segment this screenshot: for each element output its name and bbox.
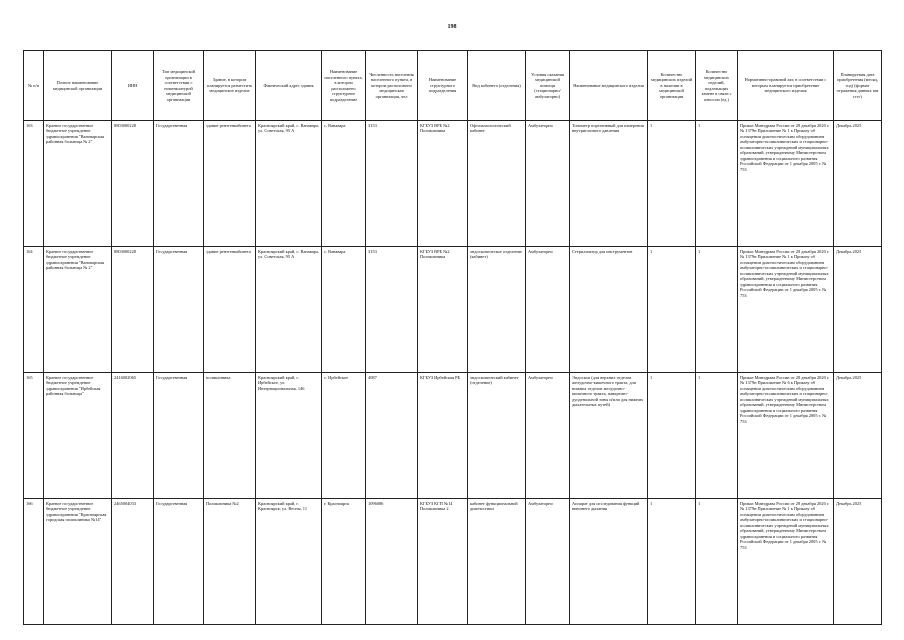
planned-date: Декабрь 2025 [834,121,882,247]
quantity-available: 1 [648,121,696,247]
regulatory-act: Приказ Минздрава России от 28 декабря 2020 г. № 1379н Приложение № 1 к Приказу об оснащении диагностическим оборудованием амбулаторно-поликлинических и стационарно-поликлинических учреждений муниципальных образований, утвержденному Министерством здравоохранения и социального развития Российской Федерации от 1 декабря 2005 г. № 753 [738,121,834,247]
planned-date: Декабрь 2025 [834,373,882,499]
address: Красноярский край, г. Красноярск, ул. Весны, 11 [256,499,322,625]
row-number: 165 [24,373,44,499]
quantity-replace: 1 [696,499,738,625]
table-row [24,373,882,499]
planned-date: Декабрь 2025 [834,247,882,373]
inn: 2465004033 [112,499,154,625]
column-header: Условия оказания медицинской помощи (стационарно/ амбулаторно) [526,51,570,121]
inn: 8803000228 [112,121,154,247]
organization-name: Краевое государственное бюджетное учреждение здравоохранения "Вановарская районная больница № 2" [44,247,112,373]
quantity-available: 1 [648,499,696,625]
table-row [24,121,882,247]
address: Красноярский край, с. Ванавара, ул. Советская, 95 А [256,121,322,247]
locality: г. Красноярск [322,499,366,625]
population: 3153 [366,121,418,247]
building: здание рентгенкабинета [204,247,256,373]
column-header: Наименование медицинского изделия [570,51,648,121]
planned-date: Декабрь 2025 [834,499,882,625]
page-number: 198 [447,24,457,30]
organization-type: Государственная [154,373,204,499]
column-header: Планируемая дата приобретения (месяц, год) (формат отражения данных мм гггг) [834,51,882,121]
table-row [24,499,882,625]
device-name: Стерилизатор для инструментов [570,247,648,373]
address: Красноярский край, с. Ванавара, ул. Советская, 95 А [256,247,322,373]
table-row [24,247,882,373]
organization-name: Краевое государственное бюджетное учреждение здравоохранения "Вановарская районная больница № 2" [44,121,112,247]
column-header: Вид кабинета (отделения) [468,51,526,121]
row-number: 166 [24,499,44,625]
address: Красноярский край, с. Ирбейское, ул. Интернациональная, 146 [256,373,322,499]
structural-unit: КГБУЗ Ирбейская РБ [418,373,468,499]
cabinet-type: эндоскопическое отделение (кабинет) [468,247,526,373]
organization-type: Государственная [154,121,204,247]
table-header-row [24,51,882,121]
column-header: Численность населения населенного пункта, в котором расположено медицинская организация, чел [366,51,418,121]
column-header: Тип медицинской организации в соответствии с номенклатурой медицинской организации [154,51,204,121]
row-number: 164 [24,247,44,373]
structural-unit: КГБУЗ КГП №14 Поликлиника 2 [418,499,468,625]
inn: 2416002065 [112,373,154,499]
regulatory-act: Приказ Минздрава России от 28 декабря 2020 г. № 1379н Приложение № 1 к Приказу об оснащении диагностическим оборудованием амбулаторно-поликлинических и стационарно-поликлинических учреждений муниципальных образований, утвержденному Министерством здравоохранения и социального развития Российской Федерации от 1 декабря 2005 г. № 753 [738,499,834,625]
column-header: Количество медицинских изделий, подлежащих замене в связи с износом (ед.) [696,51,738,121]
cabinet-type: Офтальмологический кабинет [468,121,526,247]
quantity-available: 1 [648,247,696,373]
device-name: Эндоскоп (для верхних отделов желудочно-кишечного тракта, для нижних отделов желудочно-кишечного тракта, панкреато-дуоденальной зоны и/или для нижних дыхательных путей) [570,373,648,499]
care-conditions: Амбулаторно [526,121,570,247]
population: 3153 [366,247,418,373]
building: поликлиника [204,373,256,499]
organization-name: Краевое государственное бюджетное учреждение здравоохранения "Красноярская городская поликлиника №14" [44,499,112,625]
regulatory-act: Приказ Минздрава России от 28 декабря 2020 г. № 1379н Приложение № 1 к Приказу об оснащении диагностическим оборудованием амбулаторно-поликлинических и стационарно-поликлинических учреждений муниципальных образований, утвержденному Министерством здравоохранения и социального развития Российской Федерации от 1 декабря 2005 г. № 753 [738,247,834,373]
equipment-register-table [23,50,882,625]
building: Поликлиника №2 [204,499,256,625]
device-name: Тонометр портативный для измерения внутриглазного давления [570,121,648,247]
column-header: Фактический адрес здания [256,51,322,121]
quantity-replace: 1 [696,121,738,247]
locality: с. Ванавара [322,247,366,373]
building: здание рентгенкабинета [204,121,256,247]
column-header: Полное наименование медицинской организации [44,51,112,121]
locality: с. Ванавара [322,121,366,247]
quantity-replace: 1 [696,247,738,373]
locality: с. Ирбейское [322,373,366,499]
organization-name: Краевое государственное бюджетное учреждение здравоохранения "Ирбейская районная больница" [44,373,112,499]
care-conditions: Амбулаторно [526,499,570,625]
population: 1096086 [366,499,418,625]
organization-type: Государственная [154,499,204,625]
care-conditions: Амбулаторно [526,247,570,373]
column-header: № п/п [24,51,44,121]
device-name: Аппарат для исследования функций внешнего дыхания [570,499,648,625]
row-number: 163 [24,121,44,247]
inn: 8803000228 [112,247,154,373]
cabinet-type: кабинет функциональной диагностики [468,499,526,625]
column-header: Количество медицинских изделий в наличии в медицинской организации [648,51,696,121]
column-header: Здание, в котором планируется разместить медицинское изделие [204,51,256,121]
regulatory-act: Приказ Минздрава России от 28 декабря 2020 г. № 1379н Приложение № 6 к Приказу об оснащении диагностическим оборудованием амбулаторно-поликлинических и стационарно-поликлинических учреждений муниципальных образований, утвержденному Министерством здравоохранения и социального развития Российской Федерации от 1 декабря 2005 г. № 753 [738,373,834,499]
organization-type: Государственная [154,247,204,373]
column-header: Наименование структурного подразделения [418,51,468,121]
column-header: ИНН [112,51,154,121]
column-header: Нормативно-правовой акт, в соответствии с которым планируется приобретение медицинского изделия [738,51,834,121]
care-conditions: Амбулаторно [526,373,570,499]
column-header: Наименование населенного пункта, в котором расположено структурное подразделение [322,51,366,121]
population: 4087 [366,373,418,499]
structural-unit: КГБУЗ ВРБ №2 Поликлиника [418,121,468,247]
quantity-replace: 1 [696,373,738,499]
cabinet-type: эндоскопический кабинет (отделение) [468,373,526,499]
structural-unit: КГБУЗ ВРБ №2 Поликлиника [418,247,468,373]
quantity-available: 1 [648,373,696,499]
